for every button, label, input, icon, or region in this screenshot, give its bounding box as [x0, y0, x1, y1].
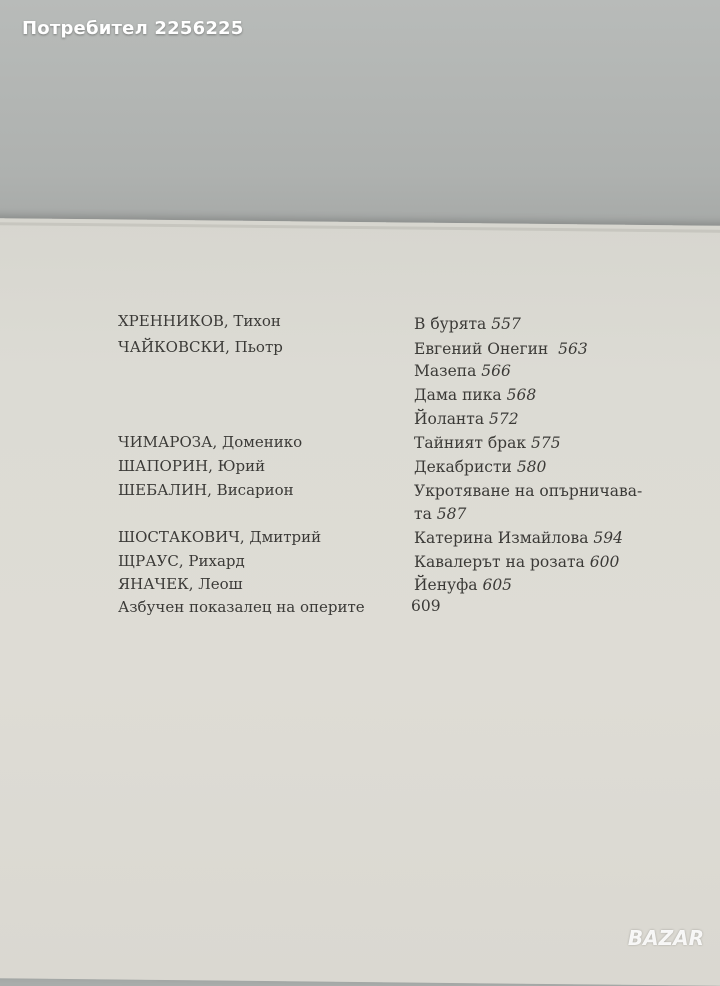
bazar-logo: BAZAR	[627, 926, 704, 950]
toc-author: ЧИМАРОЗА, Доменико	[118, 433, 303, 451]
toc-title: Мазепа 566	[414, 362, 511, 380]
toc-title: Йенуфа 605	[414, 576, 513, 594]
toc-author: ЯНАЧЕК, Леош	[118, 575, 243, 593]
toc-author: ШАПОРИН, Юрий	[118, 457, 266, 475]
toc-title: Укротяване на опърничава-	[414, 482, 643, 500]
toc-author: ЩРАУС, Рихард	[118, 552, 245, 570]
toc-title: В бурята 557	[414, 315, 521, 333]
toc-title: Декабристи 580	[414, 458, 547, 476]
toc-title: Кавалерът на розата 600	[414, 553, 620, 571]
user-label: Потребител 2256225	[22, 18, 244, 39]
toc-title: Тайният брак 575	[414, 434, 561, 452]
toc-title: Евгений Онегин 563	[414, 340, 588, 358]
toc-author: ЧАЙКОВСКИ, Пьотр	[118, 338, 283, 356]
toc-author: ХРЕННИКОВ, Тихон	[118, 312, 281, 330]
toc-title: Дама пика 568	[414, 386, 537, 404]
toc-author: ШЕБАЛИН, Висарион	[118, 481, 294, 499]
toc-title: Йоланта 572	[414, 410, 519, 428]
toc-page-number: 609	[411, 597, 441, 615]
toc-author: ШОСТАКОВИЧ, Дмитрий	[118, 528, 322, 546]
toc-title: та 587	[414, 505, 467, 523]
toc-title: Катерина Измайлова 594	[414, 529, 624, 547]
toc-author: Азбучен показалец на оперите	[118, 598, 365, 616]
